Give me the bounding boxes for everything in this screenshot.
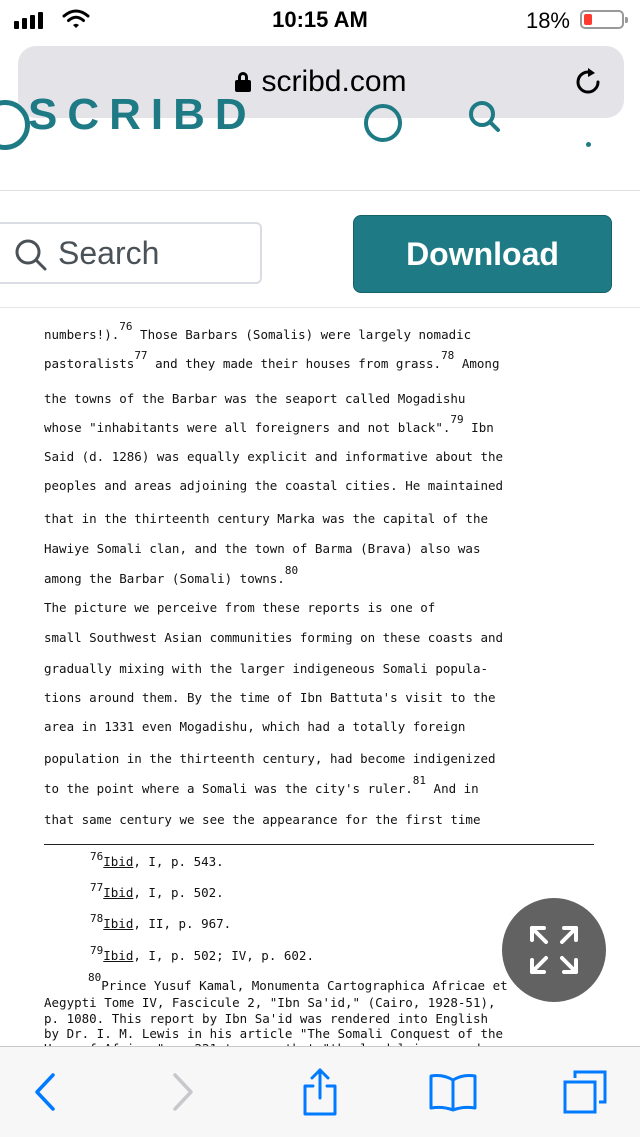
text-run: small Southwest Asian communities forming on these coasts and <box>44 630 504 645</box>
download-button[interactable]: Download <box>353 215 612 293</box>
tabs-button[interactable] <box>540 1047 630 1137</box>
footnote-marker: 80 <box>88 971 102 984</box>
text-run: Hawiye Somali clan, and the town of Barma (Brava) also was <box>44 541 481 556</box>
more-menu-icon[interactable] <box>586 142 591 147</box>
document-line <box>44 690 496 705</box>
document-line <box>44 564 299 586</box>
footnote-number: 76 <box>90 850 104 863</box>
document-line <box>44 478 503 493</box>
footnote-80-line <box>44 995 496 1011</box>
footnote-marker: 81 <box>412 774 427 787</box>
footnote-marker: 76 <box>119 320 133 333</box>
text-run: by Dr. I. M. Lewis in his article "The Somali Conquest of the <box>44 1026 504 1041</box>
document-line <box>44 774 479 796</box>
site-header <box>0 90 640 191</box>
text-run: And in <box>426 781 479 796</box>
share-icon <box>302 1067 338 1117</box>
text-run: Ibn <box>463 420 494 435</box>
bookmarks-icon <box>428 1072 478 1112</box>
status-time: 10:15 AM <box>272 7 368 32</box>
text-run: pastoralists <box>44 356 135 371</box>
footnote-ref: Ibid <box>103 916 134 931</box>
back-button[interactable] <box>0 1047 90 1137</box>
document-line <box>44 320 472 342</box>
battery-percentage: 18% <box>525 8 570 33</box>
account-icon[interactable] <box>364 104 402 142</box>
footnote-citation: , I, p. 502. <box>133 885 224 900</box>
text-run: Prince Yusuf Kamal, Monumenta Cartographica Africae et <box>101 978 508 993</box>
text-run: among the Barbar (Somali) towns. <box>44 571 285 586</box>
text-run: Those Barbars (Somalis) were largely nomadic <box>132 327 472 342</box>
reload-icon[interactable] <box>572 66 604 98</box>
text-run: tions around them. By the time of Ibn Battuta's visit to the <box>44 690 496 705</box>
footnote-80-line <box>44 1011 488 1027</box>
document-line <box>44 541 481 556</box>
footnote <box>90 881 224 900</box>
footnote-marker: 78 <box>441 349 455 362</box>
bookmarks-button[interactable] <box>408 1047 498 1137</box>
search-icon <box>14 238 48 272</box>
header-search-icon[interactable] <box>468 104 502 144</box>
lock-icon <box>235 72 251 92</box>
text-run: p. 1080. This report by Ibn Sa'id was rendered into English <box>44 1011 489 1026</box>
forward-icon <box>171 1072 195 1112</box>
text-run: The picture we perceive from these reports is one of <box>44 600 436 615</box>
text-run: gradually mixing with the larger indigeneous Somali popula- <box>44 661 489 676</box>
document-line <box>44 751 496 766</box>
search-input[interactable] <box>58 224 254 282</box>
browser-toolbar <box>0 1046 640 1137</box>
footnote <box>90 912 232 931</box>
battery-icon <box>580 10 624 29</box>
document-line <box>44 719 465 734</box>
footnote-ref: Ibid <box>103 854 134 869</box>
footnote-citation: , I, p. 543. <box>133 854 224 869</box>
text-run: Among <box>454 356 500 371</box>
footnote-marker: 80 <box>284 564 299 577</box>
document-divider <box>0 307 640 308</box>
footnote-80-line <box>44 1026 503 1042</box>
status-bar <box>0 0 640 40</box>
text-run: to the point where a Somali was the city's ruler. <box>44 781 413 796</box>
text-run: that in the thirteenth century Marka was the capital of the <box>44 511 489 526</box>
document-line <box>44 449 503 464</box>
text-run: population in the thirteenth century, had become indigenized <box>44 751 496 766</box>
text-run: the towns of the Barbar was the seaport called Mogadishu <box>44 391 466 406</box>
tabs-icon <box>563 1070 607 1114</box>
text-run: Said (d. 1286) was equally explicit and informative about the <box>44 449 504 464</box>
text-run: area in 1331 even Mogadishu, which had a totally foreign <box>44 719 466 734</box>
expand-arrows-icon <box>502 898 606 1002</box>
document-line <box>44 349 500 371</box>
document-line <box>44 630 503 645</box>
forward-button[interactable] <box>138 1047 228 1137</box>
footnote-citation: , II, p. 967. <box>133 916 232 931</box>
document-line <box>44 812 481 827</box>
text-run: whose "inhabitants were all foreigners and not black". <box>44 420 451 435</box>
footnote <box>90 850 224 869</box>
search-box[interactable] <box>0 222 262 284</box>
footnote-ref: Ibid <box>103 885 134 900</box>
text-run: Aegypti Tome IV, Fascicule 2, "Ibn Sa'id," (Cairo, 1928-51), <box>44 995 496 1010</box>
footnote-number: 79 <box>90 944 104 957</box>
document-line <box>44 600 435 615</box>
text-run: that same century we see the appearance for the first time <box>44 812 481 827</box>
document-line <box>44 511 488 526</box>
text-run: peoples and areas adjoining the coastal cities. He maintained <box>44 478 504 493</box>
text-run: numbers!). <box>44 327 120 342</box>
url-text: scribd.com <box>261 65 407 98</box>
footnote-number: 77 <box>90 881 104 894</box>
text-run: and they made their houses from grass. <box>147 356 442 371</box>
footnote <box>90 944 314 963</box>
footnote-number: 78 <box>90 912 104 925</box>
document-line <box>44 661 488 676</box>
footnote-citation: , I, p. 502; IV, p. 602. <box>133 948 314 963</box>
footnote-80-line <box>88 971 508 995</box>
brand-logo[interactable]: SCRIBD <box>28 90 257 139</box>
footnote-marker: 79 <box>450 413 464 426</box>
footnote-rule <box>44 844 594 845</box>
footnote-ref: Ibid <box>103 948 134 963</box>
document-line <box>44 391 465 406</box>
footnote-marker: 77 <box>134 349 148 362</box>
fullscreen-button[interactable] <box>502 898 606 1002</box>
share-button[interactable] <box>275 1047 365 1137</box>
document-line <box>44 413 494 435</box>
back-icon <box>33 1072 57 1112</box>
